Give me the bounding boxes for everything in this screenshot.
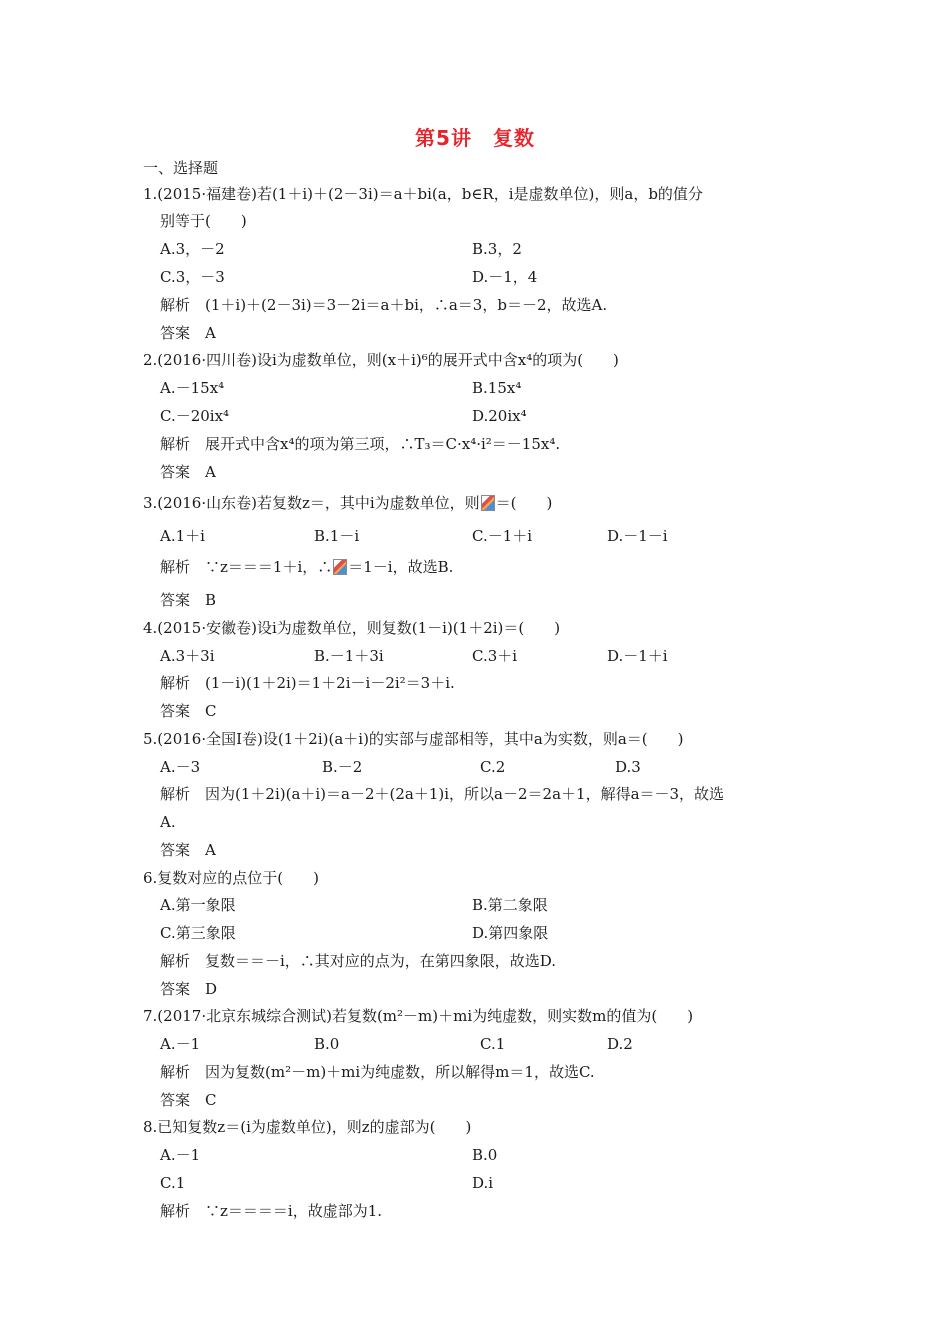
q3-stem: [143, 493, 552, 513]
q1-analysis: 解析 (1＋i)＋(2－3i)＝3－2i＝a＋bi，∴a＝3，b＝－2，故选A.: [160, 296, 608, 314]
q2-analysis: 解析 展开式中含x⁴的项为第三项，∴T₃＝C·x⁴·i²＝－15x⁴.: [160, 435, 561, 453]
missing-image-icon: [333, 559, 347, 575]
q2-option-b: B.15x⁴: [472, 379, 522, 397]
q8-option-a: A.－1: [160, 1146, 201, 1164]
q2-stem: 2.(2016·四川卷)设i为虚数单位，则(x＋i)⁶的展开式中含x⁴的项为( ): [143, 351, 619, 369]
q3-answer: 答案 B: [160, 591, 217, 609]
q3-option-d: D.－1－i: [607, 527, 668, 545]
q3-analysis-part2: ＝1－i，故选B.: [348, 558, 454, 576]
q5-analysis-cont: A.: [160, 813, 176, 831]
q7-stem: 7.(2017·北京东城综合测试)若复数(m²－m)＋mi为纯虚数，则实数m的值为( ): [143, 1007, 694, 1025]
q8-analysis: 解析 ∵z＝＝＝＝i，故虚部为1.: [160, 1202, 383, 1220]
q4-option-b: B.－1＋3i: [314, 647, 384, 665]
q4-option-d: D.－1＋i: [607, 647, 668, 665]
q4-analysis: 解析 (1－i)(1＋2i)＝1＋2i－i－2i²＝3＋i.: [160, 674, 455, 692]
q5-option-b: B.－2: [322, 758, 363, 776]
q5-option-a: A.－3: [160, 758, 201, 776]
q3-stem-part1: 3.(2016·山东卷)若复数z＝，其中i为虚数单位，则: [143, 494, 480, 512]
q2-answer: 答案 A: [160, 463, 216, 481]
q1-option-d: D.－1，4: [472, 268, 538, 286]
q2-option-a: A.－15x⁴: [160, 379, 225, 397]
q4-answer: 答案 C: [160, 702, 217, 720]
q7-answer: 答案 C: [160, 1091, 217, 1109]
q1-stem: 1.(2015·福建卷)若(1＋i)＋(2－3i)＝a＋bi(a，b∈R，i是虚数单位)，则a，b的值分: [143, 185, 703, 203]
q1-option-b: B.3，2: [472, 240, 522, 258]
q6-analysis: 解析 复数＝＝－i，∴其对应的点为，在第四象限，故选D.: [160, 952, 557, 970]
q1-option-a: A.3，－2: [160, 240, 225, 258]
q8-option-d: D.i: [472, 1174, 494, 1192]
q5-option-c: C.2: [480, 758, 506, 776]
q7-option-a: A.－1: [160, 1035, 201, 1053]
q5-option-d: D.3: [615, 758, 641, 776]
q3-option-a: A.1＋i: [160, 527, 205, 545]
q7-option-c: C.1: [480, 1035, 506, 1053]
q3-analysis-part1: 解析 ∵z＝＝＝1＋i，∴: [160, 558, 333, 576]
missing-image-icon: [481, 495, 495, 511]
q3-analysis: [160, 557, 453, 577]
q4-option-c: C.3＋i: [472, 647, 518, 665]
page-title: 第5讲 复数: [415, 126, 535, 150]
q6-option-a: A.第一象限: [160, 896, 236, 914]
q4-option-a: A.3＋3i: [160, 647, 215, 665]
section-heading: 一、选择题: [143, 159, 219, 177]
q8-option-c: C.1: [160, 1174, 186, 1192]
q7-option-d: D.2: [607, 1035, 633, 1053]
q3-stem-part2: ＝( ): [495, 494, 553, 512]
q5-stem: 5.(2016·全国Ⅰ卷)设(1＋2i)(a＋i)的实部与虚部相等，其中a为实数，则a＝( ): [143, 730, 684, 748]
q8-option-b: B.0: [472, 1146, 498, 1164]
q5-analysis: 解析 因为(1＋2i)(a＋i)＝a－2＋(2a＋1)i，所以a－2＝2a＋1，解得a＝－3，故选: [160, 785, 725, 803]
q7-analysis: 解析 因为复数(m²－m)＋mi为纯虚数，所以解得m＝1，故选C.: [160, 1063, 595, 1081]
q2-option-d: D.20ix⁴: [472, 407, 527, 425]
q6-answer: 答案 D: [160, 980, 218, 998]
q7-option-b: B.0: [314, 1035, 340, 1053]
q3-option-b: B.1－i: [314, 527, 360, 545]
q6-option-c: C.第三象限: [160, 924, 236, 942]
q5-answer: 答案 A: [160, 841, 216, 859]
q6-option-d: D.第四象限: [472, 924, 549, 942]
q6-option-b: B.第二象限: [472, 896, 548, 914]
q1-option-c: C.3，－3: [160, 268, 225, 286]
q4-stem: 4.(2015·安徽卷)设i为虚数单位，则复数(1－i)(1＋2i)＝( ): [143, 619, 561, 637]
q3-option-c: C.－1＋i: [472, 527, 533, 545]
q8-stem: 8.已知复数z＝(i为虚数单位)，则z的虚部为( ): [143, 1118, 472, 1136]
q6-stem: 6.复数对应的点位于( ): [143, 869, 320, 887]
q2-option-c: C.－20ix⁴: [160, 407, 230, 425]
q1-stem-cont: 别等于( ): [160, 212, 247, 230]
q1-answer: 答案 A: [160, 324, 216, 342]
